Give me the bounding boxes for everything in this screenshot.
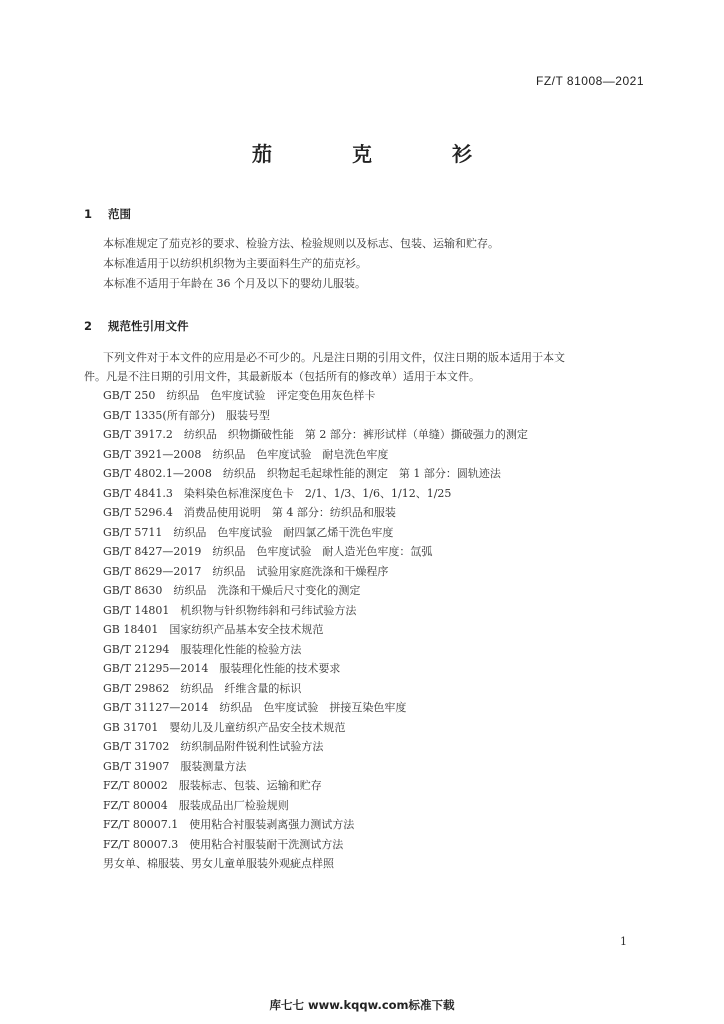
section-title: 规范性引用文件 <box>108 319 189 333</box>
scope-paragraph: 本标准规定了茄克衫的要求、检验方法、检验规则以及标志、包装、运输和贮存。 <box>103 237 499 250</box>
reference-item: GB/T 3921—2008 纺织品 色牢度试验 耐皂洗色牢度 <box>103 447 389 461</box>
reference-item: GB/T 3917.2 纺织品 织物撕破性能 第 2 部分：裤形试样（单缝）撕破强力的测定 <box>103 428 528 441</box>
reference-item: 男女单、棉服装、男女儿童单服装外观疵点样照 <box>103 857 334 870</box>
reference-item: GB/T 5711 纺织品 色牢度试验 耐四氯乙烯干洗色牢度 <box>103 525 394 539</box>
reference-item: GB/T 4802.1—2008 纺织品 织物起毛起球性能的测定 第 1 部分：圆轨迹法 <box>103 467 501 480</box>
footer-watermark-text: 库七七 www.kqqw.com标准下载 <box>269 998 455 1012</box>
reference-item: GB/T 8629—2017 纺织品 试验用家庭洗涤和干燥程序 <box>103 564 389 578</box>
section-heading-normative-references <box>84 318 189 334</box>
section-number: 1 <box>84 207 93 221</box>
scope-paragraph: 本标准不适用于年龄在 36 个月及以下的婴幼儿服装。 <box>103 277 366 290</box>
reference-item: GB/T 250 纺织品 色牢度试验 评定变色用灰色样卡 <box>103 389 376 402</box>
reference-item: FZ/T 80007.3 使用粘合衬服装耐干洗测试方法 <box>103 837 344 851</box>
section-number: 2 <box>84 319 93 333</box>
reference-item: GB/T 14801 机织物与针织物纬斜和弓纬试验方法 <box>103 603 357 617</box>
intro-paragraph-line: 下列文件对于本文件的应用是必不可少的。凡是注日期的引用文件，仅注日期的版本适用于本文 <box>103 351 565 364</box>
reference-item: FZ/T 80002 服装标志、包装、运输和贮存 <box>103 779 322 792</box>
reference-item: GB/T 21295—2014 服装理化性能的技术要求 <box>103 662 341 675</box>
reference-item: GB/T 31907 服装测量方法 <box>103 759 247 773</box>
standard-number: FZ/T 81008—2021 <box>535 74 644 88</box>
reference-item: GB/T 8427—2019 纺织品 色牢度试验 耐人造光色牢度：氙弧 <box>103 545 433 558</box>
reference-item: FZ/T 80004 服装成品出厂检验规则 <box>103 798 289 812</box>
reference-item: GB/T 31127—2014 纺织品 色牢度试验 拼接互染色牢度 <box>103 701 407 714</box>
scope-paragraph: 本标准适用于以纺织机织物为主要面料生产的茄克衫。 <box>103 257 367 270</box>
reference-item: GB/T 29862 纺织品 纤维含量的标识 <box>103 681 302 695</box>
reference-item: GB 18401 国家纺织产品基本安全技术规范 <box>103 623 324 636</box>
document-title: 茄 克 衫 <box>252 142 502 166</box>
reference-item: GB 31701 婴幼儿及儿童纺织产品安全技术规范 <box>103 720 346 734</box>
page-number: 1 <box>620 935 627 948</box>
reference-item: GB/T 5296.4 消费品使用说明 第 4 部分：纺织品和服装 <box>103 506 396 519</box>
reference-item: GB/T 4841.3 染料染色标准深度色卡 2/1、1/3、1/6、1/12、1/25 <box>103 486 452 500</box>
section-title: 范围 <box>108 207 132 221</box>
reference-item: GB/T 31702 纺织制品附件锐利性试验方法 <box>103 740 324 753</box>
reference-item: GB/T 21294 服装理化性能的检验方法 <box>103 642 302 656</box>
reference-item: GB/T 1335(所有部分) 服装号型 <box>103 408 270 422</box>
reference-item: FZ/T 80007.1 使用粘合衬服装剥离强力测试方法 <box>103 818 355 831</box>
section-heading-scope <box>84 206 131 222</box>
intro-paragraph-line: 件。凡是不注日期的引用文件，其最新版本（包括所有的修改单）适用于本文件。 <box>84 370 480 383</box>
reference-item: GB/T 8630 纺织品 洗涤和干燥后尺寸变化的测定 <box>103 584 361 597</box>
